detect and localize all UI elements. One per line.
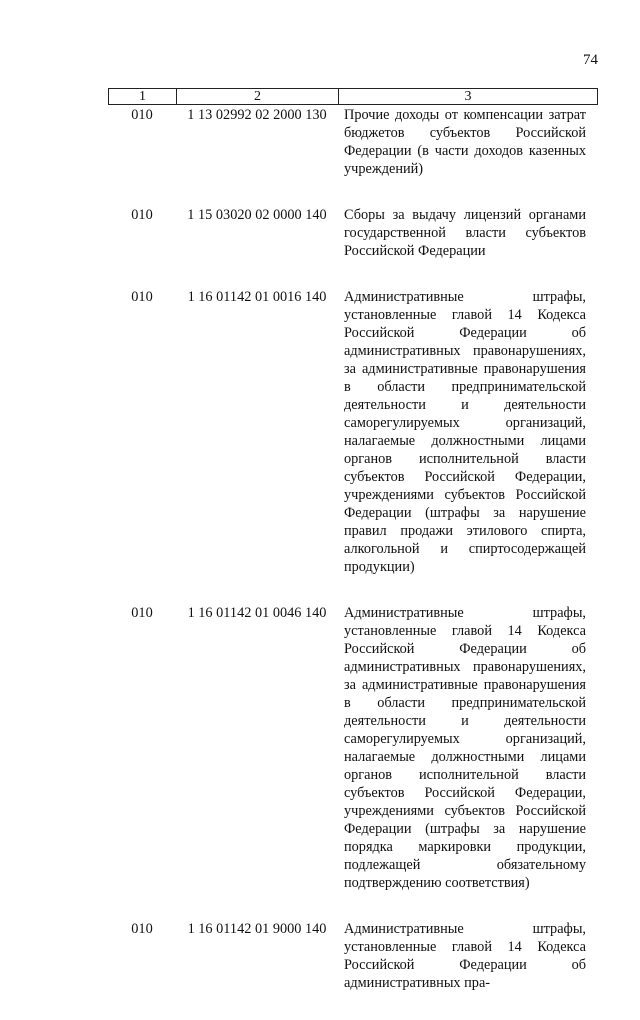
income-description: Административные штрафы, установленные главой 14 Кодекса Российской Федерации об административных правонарушениях, за административные правонарушения в области предпринимательской деятельности и деятельности саморегулируемых организаций, налагаемые должностными лицами органов исполнительной власти субъектов Российской Федерации, учреждениями субъектов Российской Федерации (штрафы за нарушение правил продажи этилового спирта, алкогольной и спиртосодержащей продукции) (344, 289, 586, 575)
admin-code: 010 (131, 107, 153, 123)
income-description: Административные штрафы, установленные главой 14 Кодекса Российской Федерации об административных правонарушениях, за административные правонарушения в области предпринимательской деятельности и деятельности саморегулируемых организаций, налагаемые должностными лицами органов исполнительной власти субъектов Российской Федерации, учреждениями субъектов Российской Федерации (штрафы за нарушение порядка маркировки продукции, подлежащей обязательному подтверждению соответствия) (344, 605, 586, 891)
table-row (108, 604, 598, 892)
table-header (108, 88, 598, 105)
admin-code: 010 (131, 207, 153, 223)
table-row (108, 206, 598, 260)
kbk-code: 1 16 01142 01 0016 140 (187, 289, 327, 305)
table-body (108, 106, 598, 1020)
page-number: 74 (583, 52, 598, 68)
column-header-3: 3 (464, 89, 472, 104)
table-row (108, 106, 598, 178)
admin-code: 010 (131, 921, 153, 937)
kbk-code: 1 16 01142 01 0046 140 (187, 605, 327, 621)
income-description: Сборы за выдачу лицензий органами государственной власти субъектов Российской Федерации (344, 207, 586, 259)
column-header-2: 2 (177, 89, 339, 104)
table-row (108, 920, 598, 992)
kbk-code: 1 15 03020 02 0000 140 (187, 207, 327, 223)
column-header-1: 1 (109, 89, 177, 104)
kbk-code: 1 16 01142 01 9000 140 (187, 921, 327, 937)
kbk-code: 1 13 02992 02 2000 130 (187, 107, 327, 123)
income-description: Прочие доходы от компенсации затрат бюджетов субъектов Российской Федерации (в части доходов казенных учреждений) (344, 107, 586, 177)
admin-code: 010 (131, 605, 153, 621)
admin-code: 010 (131, 289, 153, 305)
income-description: Административные штрафы, установленные главой 14 Кодекса Российской Федерации об административных пра- (344, 921, 586, 991)
table-row (108, 288, 598, 576)
